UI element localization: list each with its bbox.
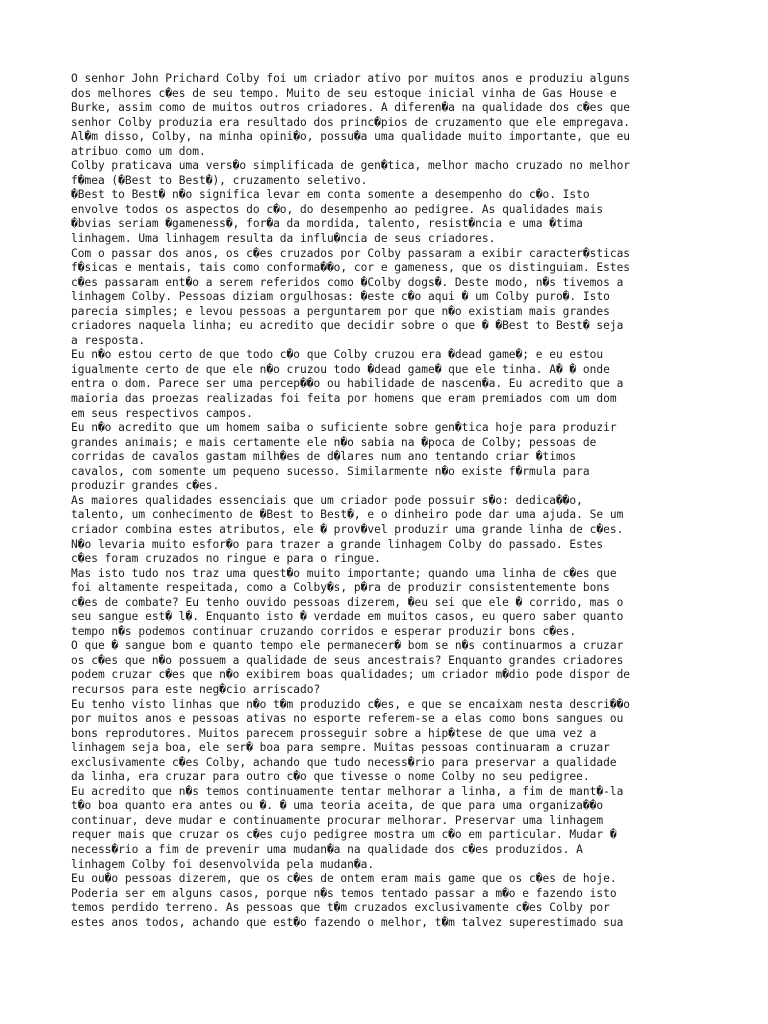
text-line: Burke, assim como de muitos outros criadores. A diferen�a na qualidade dos c�es que <box>71 101 631 115</box>
text-line: Mas isto tudo nos traz uma quest�o muito importante; quando uma linha de c�es que <box>71 566 617 580</box>
text-line: recursos para este neg�cio arriscado? <box>71 682 321 696</box>
text-line: Com o passar dos anos, os c�es cruzados por Colby passaram a exibir caracter�sticas <box>71 246 631 260</box>
text-line: tempo n�s podemos continuar cruzando corridos e esperar produzir bons c�es. <box>71 624 577 638</box>
text-line: cavalos, com somente um pequeno sucesso. Similarmente n�o existe f�rmula para <box>71 464 590 478</box>
text-line: c�es de combate? Eu tenho ouvido pessoas dizerem, �eu sei que ele � corrido, mas o <box>71 595 624 609</box>
text-line: envolve todos os aspectos do c�o, do desempenho ao pedigree. As qualidades mais <box>71 202 604 216</box>
text-line: Al�m disso, Colby, na minha opini�o, possu�a uma qualidade muito importante, que eu <box>71 130 631 144</box>
text-line: a resposta. <box>71 333 146 347</box>
text-line: �bvias seriam �gameness�, for�a da mordida, talento, resist�ncia e uma �tima <box>71 217 583 231</box>
text-line: �Best to Best� n�o significa levar em conta somente a desempenho do c�o. Isto <box>71 188 590 202</box>
text-line: seu sangue est� l�. Enquanto isto � verdade em muitos casos, eu quero saber quanto <box>71 610 624 624</box>
text-line: estes anos todos, achando que est�o fazendo o melhor, t�m talvez superestimado sua <box>71 915 624 929</box>
text-line: dos melhores c�es de seu tempo. Muito de seu estoque inicial vinha de Gas House e <box>71 86 617 100</box>
document-body-text <box>71 72 701 930</box>
text-line: f�mea (�Best to Best�), cruzamento seletivo. <box>71 173 368 187</box>
text-line: senhor Colby produzia era resultado dos princ�pios de cruzamento que ele empregava. <box>71 115 631 129</box>
text-line: Eu acredito que n�s temos continuamente tentar melhorar a linha, a fim de mant�-la <box>71 784 624 798</box>
text-line: necess�rio a fim de prevenir uma mudan�a na qualidade dos c�es produzidos. A <box>71 842 583 856</box>
text-line: bons reprodutores. Muitos parecem prosseguir sobre a hip�tese de que uma vez a <box>71 726 597 740</box>
text-line: f�sicas e mentais, tais como conforma��o, cor e gameness, que os distinguiam. Estes <box>71 261 631 275</box>
text-line: foi altamente respeitada, como a Colby�s, p�ra de produzir consistentemente bons <box>71 581 610 595</box>
text-line: exclusivamente c�es Colby, achando que tudo necess�rio para preservar a qualidade <box>71 755 617 769</box>
text-line: t�o boa quanto era antes ou �. � uma teoria aceita, de que para uma organiza��o <box>71 799 604 813</box>
text-line: continuar, deve mudar e continuamente procurar melhorar. Preservar uma linhagem <box>71 813 604 827</box>
text-line: N�o levaria muito esfor�o para trazer a grande linhagem Colby do passado. Estes <box>71 537 604 551</box>
text-line: produzir grandes c�es. <box>71 479 220 493</box>
text-line: linhagem Colby foi desenvolvida pela mudan�a. <box>71 857 375 871</box>
text-line: grandes animais; e mais certamente ele n�o sabia na �poca de Colby; pessoas de <box>71 435 597 449</box>
text-line: linhagem Colby. Pessoas diziam orgulhosas: �este c�o aqui � um Colby puro�. Isto <box>71 290 610 304</box>
text-line: O senhor John Prichard Colby foi um criador ativo por muitos anos e produziu alguns <box>71 72 631 85</box>
text-line: os c�es que n�o possuem a qualidade de seus ancestrais? Enquanto grandes criadores <box>71 653 624 667</box>
text-line: Colby praticava uma vers�o simplificada de gen�tica, melhor macho cruzado no melhor <box>71 159 631 173</box>
text-line: corridas de cavalos gastam milh�es de d�lares num ano tentando criar �timos <box>71 450 577 464</box>
text-line: temos perdido terreno. As pessoas que t�m cruzados exclusivamente c�es Colby por <box>71 901 610 915</box>
text-line: maioria das proezas realizadas foi feita por homens que eram premiados com um dom <box>71 392 617 406</box>
text-line: requer mais que cruzar os c�es cujo pedigree mostra um c�o em particular. Mudar � <box>71 828 617 842</box>
text-line: Eu ou�o pessoas dizerem, que os c�es de ontem eram mais game que os c�es de hoje. <box>71 872 617 886</box>
text-line: da linha, era cruzar para outro c�o que tivesse o nome Colby no seu pedigree. <box>71 770 590 784</box>
text-line: por muitos anos e pessoas ativas no esporte referem-se a elas como bons sangues ou <box>71 712 624 726</box>
text-line: Eu n�o estou certo de que todo c�o que Colby cruzou era �dead game�; e eu estou <box>71 348 604 362</box>
text-line: talento, um conhecimento de �Best to Best�, e o dinheiro pode dar uma ajuda. Se um <box>71 508 624 522</box>
text-line: entra o dom. Parece ser uma percep��o ou habilidade de nascen�a. Eu acredito que a <box>71 377 624 391</box>
text-line: As maiores qualidades essenciais que um criador pode possuir s�o: dedica��o, <box>71 493 583 507</box>
text-line: podem cruzar c�es que n�o exibirem boas qualidades; um criador m�dio pode dispor de <box>71 668 631 682</box>
text-line: criador combina estes atributos, ele � prov�vel produzir uma grande linha de c�es. <box>71 522 624 536</box>
text-line: parecia simples; e levou pessoas a perguntarem por que n�o existiam mais grandes <box>71 304 610 318</box>
text-line: O que � sangue bom e quanto tempo ele permanecer� bom se n�s continuarmos a cruzar <box>71 639 624 653</box>
text-line: Poderia ser em alguns casos, porque n�s temos tentado passar a m�o e fazendo isto <box>71 886 617 900</box>
text-line: atribuo como um dom. <box>71 144 206 158</box>
text-line: Eu tenho visto linhas que n�o t�m produzido c�es, e que se encaixam nesta descri��o <box>71 697 631 711</box>
text-line: c�es foram cruzados no ringue e para o ringue. <box>71 552 381 566</box>
text-line: c�es passaram ent�o a serem referidos como �Colby dogs�. Deste modo, n�s tivemos a <box>71 275 624 289</box>
text-line: em seus respectivos campos. <box>71 406 253 420</box>
text-line: igualmente certo de que ele n�o cruzou todo �dead game� que ele tinha. A� � onde <box>71 362 610 376</box>
text-line: criadores naquela linha; eu acredito que decidir sobre o que � �Best to Best� seja <box>71 319 624 333</box>
text-line: linhagem seja boa, ele ser� boa para sempre. Muitas pessoas continuaram a cruzar <box>71 741 610 755</box>
text-line: linhagem. Uma linhagem resulta da influ�ncia de seus criadores. <box>71 232 496 246</box>
text-line: Eu n�o acredito que um homem saiba o suficiente sobre gen�tica hoje para produzir <box>71 421 617 435</box>
